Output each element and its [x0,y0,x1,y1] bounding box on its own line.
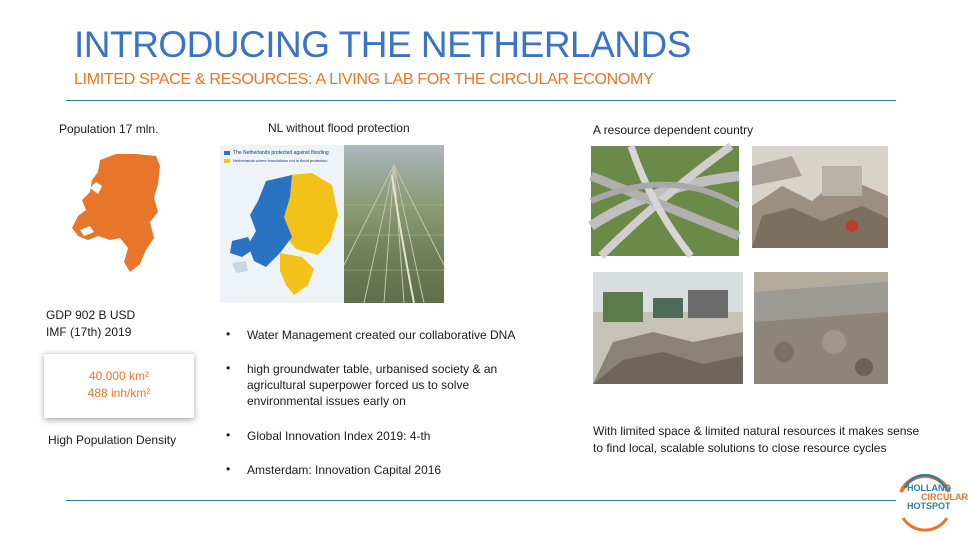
bullet-marker: • [226,361,231,375]
gdp-line2: IMF (17th) 2019 [46,325,132,339]
header-divider [66,100,896,101]
bullet-marker: • [226,462,231,476]
area-line1: 40.000 km² [88,369,150,383]
bullet-item: Amsterdam: Innovation Capital 2016 [247,463,442,477]
bullet-item: Water Management created our collaborative DNA [247,328,516,342]
holland-circular-hotspot-logo [893,474,968,534]
map-legend-title: The Netherlands protected against flooding [233,150,329,156]
area-box [44,353,194,418]
bullet-item: Global Innovation Index 2019: 4-th [247,429,431,443]
highway-image [591,146,739,256]
area-line2: 488 inh/km² [87,386,151,400]
page-title: INTRODUCING THE NETHERLANDS [74,24,691,65]
demolition-image [752,146,888,248]
bullet-marker: • [226,428,231,442]
polder-aerial-image [344,145,444,303]
recycling-plant-image [593,272,743,384]
resource-label: A resource dependent country [593,123,754,137]
map-legend-item: Netherlands where inundations not in flood protection [233,158,328,163]
flood-map-image [220,145,344,303]
resource-caption: With limited space & limited natural resources it makes sense to find local, scalable solutions to close resource cycles [593,424,920,455]
rubble-image [754,272,888,384]
logo-line2: CIRCULAR [921,492,968,502]
footer-divider [66,500,896,501]
density-label: High Population Density [48,433,177,447]
netherlands-map-icon [70,152,166,277]
flood-label: NL without flood protection [268,121,410,135]
bullet-item: high groundwater table, urbanised society & an agricultural superpower forced us to solve environmental issues early on [247,362,498,408]
logo-line3: HOTSPOT [907,501,951,511]
logo-line1: HOLLAND [907,483,951,493]
page-subtitle: LIMITED SPACE & RESOURCES: A LIVING LAB FOR THE CIRCULAR ECONOMY [74,71,654,88]
gdp-line1: GDP 902 B USD [46,308,136,322]
bullet-marker: • [226,327,231,341]
population-label: Population 17 mln. [59,122,159,136]
